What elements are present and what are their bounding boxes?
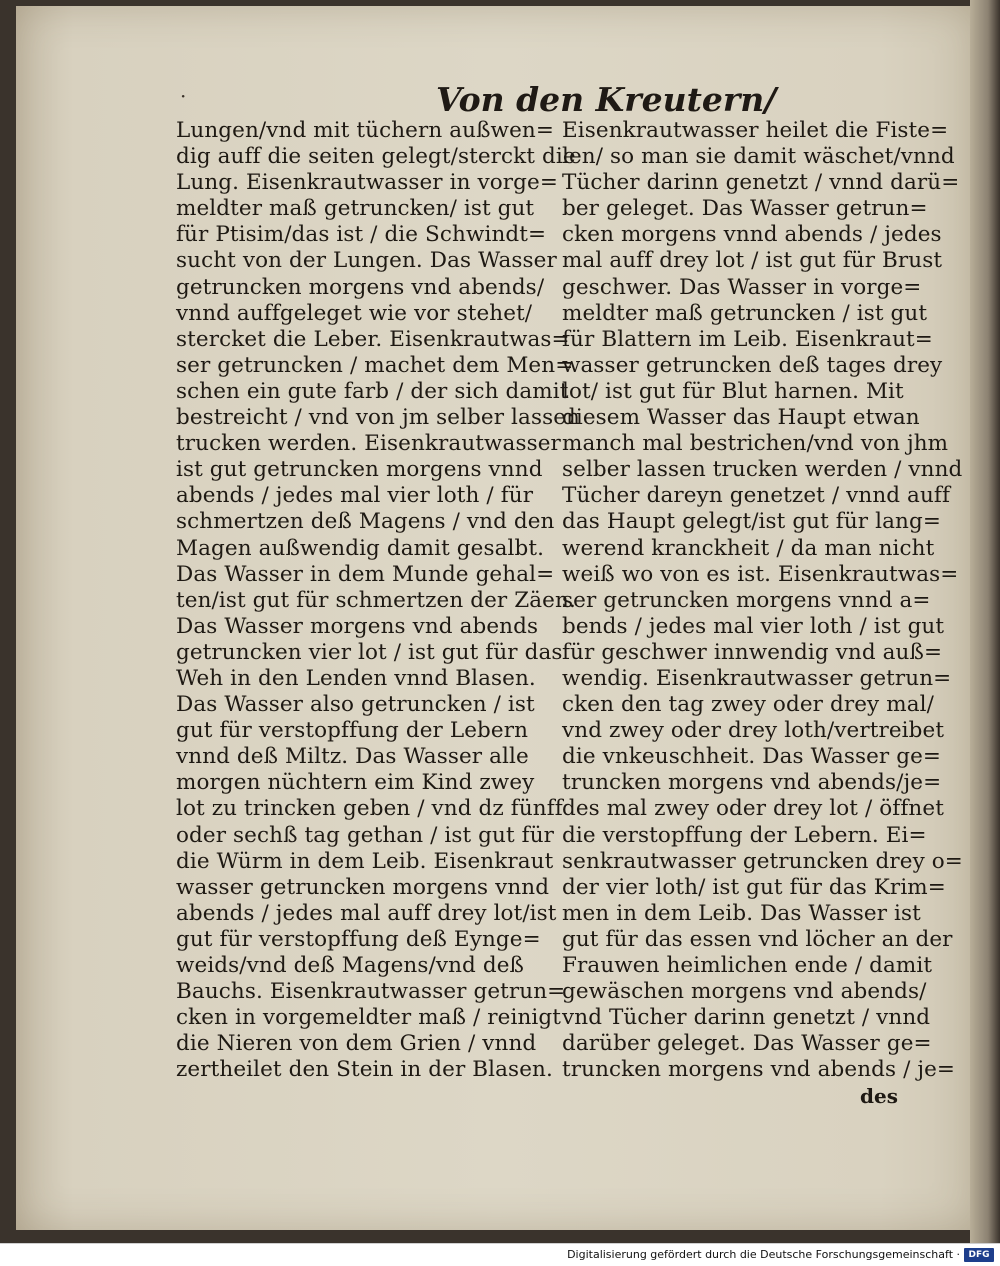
text-line: Das Wasser in dem Munde gehal= — [176, 561, 555, 587]
text-line: ber geleget. Das Wasser getrun= — [562, 196, 928, 222]
text-line: truncken morgens vnd abends / je= — [562, 1057, 956, 1083]
text-line: Lungen/vnd mit tüchern außwen= — [176, 118, 554, 143]
text-line: der vier loth/ ist gut für das Krim= — [562, 874, 946, 900]
text-line: gewäschen morgens vnd abends/ — [562, 979, 927, 1005]
text-line: das Haupt gelegt/ist gut für lang= — [562, 509, 941, 535]
text-line: meldter maß getruncken/ ist gut — [176, 196, 535, 222]
text-line: wasser getruncken deß tages drey — [562, 352, 943, 378]
text-line: Bauchs. Eisenkrautwasser getrun= — [176, 979, 566, 1005]
text-line: Tücher darinn genetzt / vnnd darü= — [562, 170, 960, 196]
text-line: bestreicht / vnd von jm selber lassen — [176, 405, 580, 431]
text-line: schmertzen deß Magens / vnd den — [176, 509, 555, 535]
text-line: men in dem Leib. Das Wasser ist — [562, 900, 921, 926]
text-line: mal auff drey lot / ist gut für Brust — [562, 248, 943, 274]
text-line: für Blattern im Leib. Eisenkraut= — [562, 326, 933, 352]
text-line: morgen nüchtern eim Kind zwey — [176, 770, 535, 796]
text-line: weiß wo von es ist. Eisenkrautwas= — [562, 561, 959, 587]
text-line: Das Wasser morgens vnd abends — [176, 613, 539, 639]
text-line: dig auff die seiten gelegt/sterckt die — [176, 144, 576, 170]
text-line: werend kranckheit / da man nicht — [562, 535, 935, 561]
page-edge — [970, 0, 1000, 1243]
text-line: schen ein gute farb / der sich damit — [176, 378, 569, 404]
text-line: len/ so man sie damit wäschet/vnnd — [562, 144, 955, 170]
text-line: lot zu trincken geben / vnd dz fünff — [176, 796, 563, 822]
text-line: wasser getruncken morgens vnnd — [176, 874, 550, 900]
text-line: senkrautwasser getruncken drey o= — [562, 848, 963, 874]
dfg-logo-icon: DFG — [964, 1248, 994, 1262]
text-line: ser getruncken morgens vnnd a= — [562, 587, 931, 613]
right-column — [562, 118, 963, 1083]
text-line: Eisenkrautwasser heilet die Fiste= — [562, 118, 949, 143]
text-line: abends / jedes mal vier loth / für — [176, 483, 534, 509]
text-line: ser getruncken / machet dem Men= — [176, 352, 574, 378]
text-line: lot/ ist gut für Blut harnen. Mit — [562, 378, 904, 404]
text-line: für Ptisim/das ist / die Schwindt= — [176, 222, 547, 248]
text-line: Frauwen heimlichen ende / damit — [562, 953, 933, 978]
footer-bar — [0, 1243, 1000, 1266]
text-line: die Würm in dem Leib. Eisenkraut — [176, 848, 554, 874]
text-line: gut für verstopffung der Lebern — [176, 718, 529, 744]
text-line: für geschwer innwendig vnd auß= — [562, 639, 943, 665]
text-line: manch mal bestrichen/vnd von jhm — [562, 431, 949, 457]
text-line: Tücher dareyn genetzet / vnnd auff — [562, 483, 951, 509]
text-line: ten/ist gut für schmertzen der Zäen. — [176, 587, 576, 613]
text-line: vnnd deß Miltz. Das Wasser alle — [176, 744, 529, 770]
left-column — [176, 118, 580, 1083]
text-line: cken morgens vnnd abends / jedes — [562, 222, 942, 248]
footer-credit: Digitalisierung gefördert durch die Deutsche Forschungsgemeinschaft · — [567, 1248, 960, 1261]
text-line: geschwer. Das Wasser in vorge= — [562, 274, 922, 300]
running-header: Von den Kreutern/ — [436, 80, 777, 119]
text-line: Magen außwendig damit gesalbt. — [176, 535, 545, 561]
text-line: Lung. Eisenkrautwasser in vorge= — [176, 170, 558, 196]
text-line: die verstopffung der Lebern. Ei= — [562, 822, 927, 848]
text-line: diesem Wasser das Haupt etwan — [562, 405, 920, 431]
text-line: ist gut getruncken morgens vnnd — [176, 457, 543, 483]
text-line: weids/vnd deß Magens/vnd deß — [176, 953, 524, 978]
page-mark: · — [180, 84, 187, 108]
text-line: Das Wasser also getruncken / ist — [176, 692, 535, 718]
text-line: meldter maß getruncken / ist gut — [562, 300, 928, 326]
text-line: zertheilet den Stein in der Blasen. — [176, 1057, 553, 1083]
text-line: getruncken morgens vnd abends/ — [176, 274, 545, 300]
text-line: cken den tag zwey oder drey mal/ — [562, 692, 934, 718]
text-line: die vnkeuschheit. Das Wasser ge= — [562, 744, 942, 770]
text-line: gut für verstopffung deß Eynge= — [176, 926, 541, 952]
text-line: darüber geleget. Das Wasser ge= — [562, 1031, 932, 1057]
text-line: abends / jedes mal auff drey lot/ist — [176, 900, 557, 926]
text-line: truncken morgens vnd abends/je= — [562, 770, 942, 796]
text-line: stercket die Leber. Eisenkrautwas= — [176, 326, 570, 352]
text-line: bends / jedes mal vier loth / ist gut — [562, 613, 945, 639]
text-line: des mal zwey oder drey lot / öffnet — [562, 796, 944, 822]
text-line: vnnd auffgeleget wie vor stehet/ — [176, 300, 533, 326]
text-line: Weh in den Lenden vnnd Blasen. — [176, 665, 536, 691]
text-line: oder sechß tag gethan / ist gut für — [176, 822, 555, 848]
text-line: cken in vorgemeldter maß / reinigt — [176, 1005, 561, 1031]
text-line: trucken werden. Eisenkrautwasser — [176, 431, 561, 457]
catchword: des — [860, 1084, 898, 1108]
text-line: getruncken vier lot / ist gut für das — [176, 639, 563, 665]
text-line: gut für das essen vnd löcher an der — [562, 926, 953, 952]
text-line: wendig. Eisenkrautwasser getrun= — [562, 665, 952, 691]
text-line: vnd Tücher darinn genetzt / vnnd — [562, 1005, 931, 1031]
text-line: vnd zwey oder drey loth/vertreibet — [562, 718, 945, 744]
text-line: die Nieren von dem Grien / vnnd — [176, 1031, 537, 1057]
text-line: selber lassen trucken werden / vnnd — [562, 457, 963, 483]
text-line: sucht von der Lungen. Das Wasser — [176, 248, 557, 274]
